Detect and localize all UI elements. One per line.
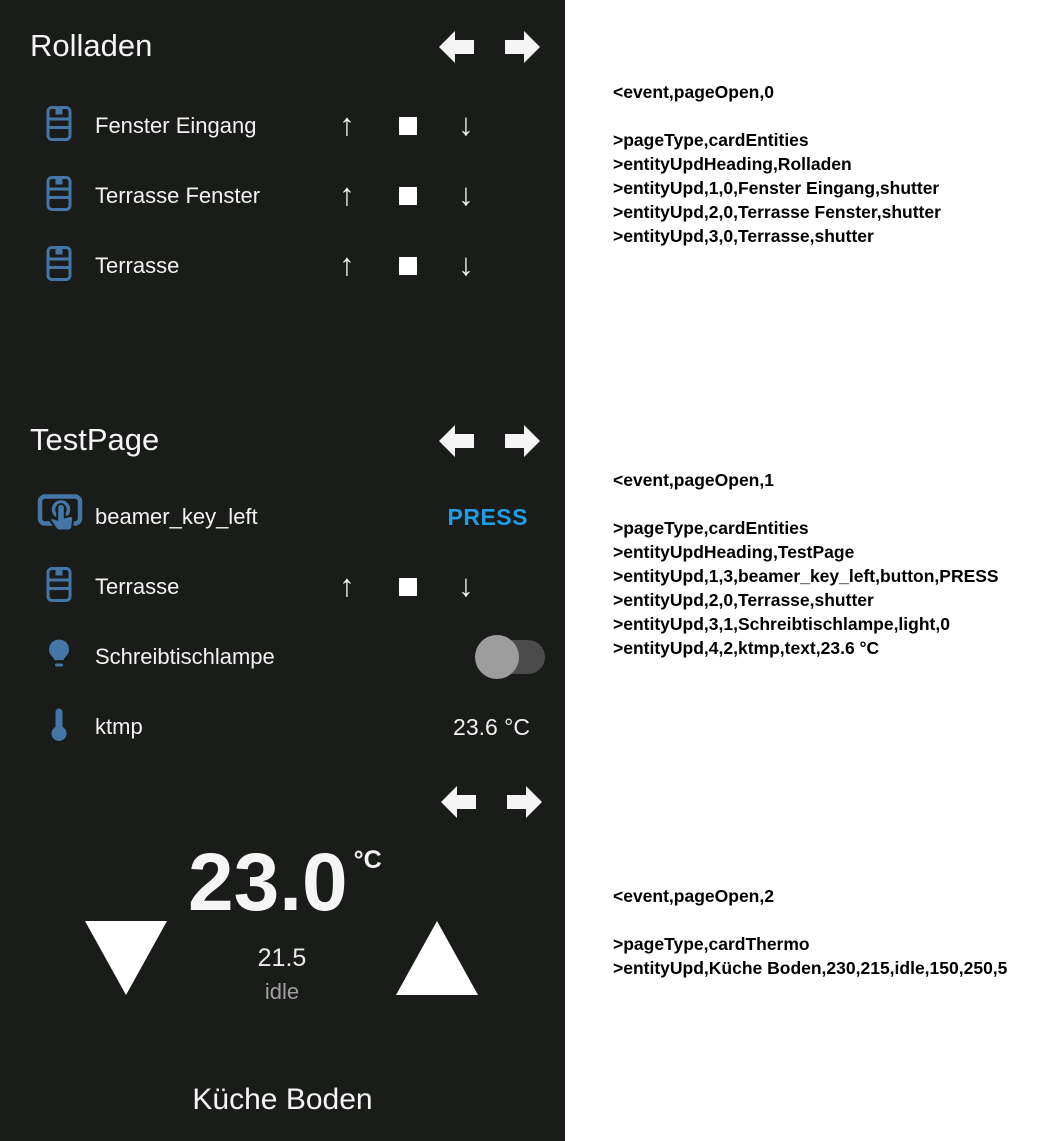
log-line: >entityUpd,1,3,beamer_key_left,button,PRESS xyxy=(613,566,999,586)
log-event-line: <event,pageOpen,0 xyxy=(613,82,774,102)
shutter-down-button[interactable]: ↓ xyxy=(458,568,474,603)
window-shutter-icon xyxy=(46,246,72,287)
shutter-up-button[interactable]: ↑ xyxy=(339,568,355,603)
log-event-line: <event,pageOpen,2 xyxy=(613,886,774,906)
thermometer-icon xyxy=(50,707,68,748)
entity-label: Terrasse Fenster xyxy=(95,183,261,208)
entity-row-shutter xyxy=(0,168,565,224)
log-line: >pageType,cardEntities xyxy=(613,130,809,150)
temperature-unit: °C xyxy=(353,846,382,874)
entity-row-button xyxy=(0,489,565,545)
entity-label: Fenster Eingang xyxy=(95,113,257,138)
log-line: >entityUpd,3,1,Schreibtischlampe,light,0 xyxy=(613,614,950,634)
entity-label: ktmp xyxy=(95,714,143,739)
shutter-up-button[interactable]: ↑ xyxy=(339,177,355,212)
entity-row-light xyxy=(0,629,565,685)
thermostat-title: Küche Boden xyxy=(192,1083,373,1116)
entity-row-text xyxy=(0,699,565,755)
log-event-line: <event,pageOpen,1 xyxy=(613,470,774,490)
log-block-page0 xyxy=(613,80,941,248)
gesture-tap-button-icon xyxy=(36,492,84,543)
log-line: >entityUpd,2,0,Terrasse Fenster,shutter xyxy=(613,202,941,222)
log-line: >entityUpd,4,2,ktmp,text,23.6 °C xyxy=(613,638,880,658)
log-line: >entityUpdHeading,TestPage xyxy=(613,542,855,562)
lightbulb-icon xyxy=(46,639,72,676)
entity-row-shutter xyxy=(0,559,565,615)
shutter-down-button[interactable]: ↓ xyxy=(458,247,474,282)
card-rolladen xyxy=(0,0,565,410)
log-line: >pageType,cardEntities xyxy=(613,518,809,538)
entity-label: beamer_key_left xyxy=(95,504,258,529)
page-prev-arrow-icon[interactable] xyxy=(440,785,476,819)
log-line: >entityUpd,2,0,Terrasse,shutter xyxy=(613,590,874,610)
page-next-arrow-icon[interactable] xyxy=(507,785,543,819)
press-button[interactable]: PRESS xyxy=(447,504,528,530)
window-shutter-icon xyxy=(46,106,72,147)
setpoint-value: 21.5 xyxy=(257,944,307,972)
log-line: >entityUpd,1,0,Fenster Eingang,shutter xyxy=(613,178,940,198)
entity-label: Schreibtischlampe xyxy=(95,644,275,669)
thermostat-state: idle xyxy=(264,979,300,1004)
page-next-arrow-icon[interactable] xyxy=(505,424,541,458)
entity-row-shutter xyxy=(0,238,565,294)
shutter-down-button[interactable]: ↓ xyxy=(458,107,474,142)
page-next-arrow-icon[interactable] xyxy=(505,30,541,64)
log-line: >entityUpd,3,0,Terrasse,shutter xyxy=(613,226,874,246)
page-title: TestPage xyxy=(30,422,160,457)
toggle-knob xyxy=(475,635,519,679)
card-testpage xyxy=(0,410,565,770)
shutter-stop-button[interactable] xyxy=(399,257,417,275)
shutter-up-button[interactable]: ↑ xyxy=(339,247,355,282)
light-toggle-switch[interactable] xyxy=(475,635,545,679)
log-line: >pageType,cardThermo xyxy=(613,934,810,954)
page-prev-arrow-icon[interactable] xyxy=(438,424,474,458)
protocol-docs xyxy=(565,0,1045,1141)
entity-label: Terrasse xyxy=(95,574,180,599)
window-shutter-icon xyxy=(46,176,72,217)
log-line: >entityUpd,Küche Boden,230,215,idle,150,250,5 xyxy=(613,958,1008,978)
window-shutter-icon xyxy=(46,567,72,608)
current-temperature-value: 23.0 xyxy=(188,837,348,928)
current-temperature xyxy=(188,837,382,928)
shutter-stop-button[interactable] xyxy=(399,117,417,135)
shutter-up-button[interactable]: ↑ xyxy=(339,107,355,142)
shutter-stop-button[interactable] xyxy=(399,187,417,205)
log-line: >entityUpdHeading,Rolladen xyxy=(613,154,852,174)
entity-value: 23.6 °C xyxy=(453,714,530,740)
shutter-stop-button[interactable] xyxy=(399,578,417,596)
log-block-page1 xyxy=(613,468,999,660)
log-block-page2 xyxy=(613,884,1007,980)
page-title: Rolladen xyxy=(30,28,153,63)
shutter-down-button[interactable]: ↓ xyxy=(458,177,474,212)
entity-label: Terrasse xyxy=(95,253,180,278)
entity-row-shutter xyxy=(0,98,565,154)
page-prev-arrow-icon[interactable] xyxy=(438,30,474,64)
